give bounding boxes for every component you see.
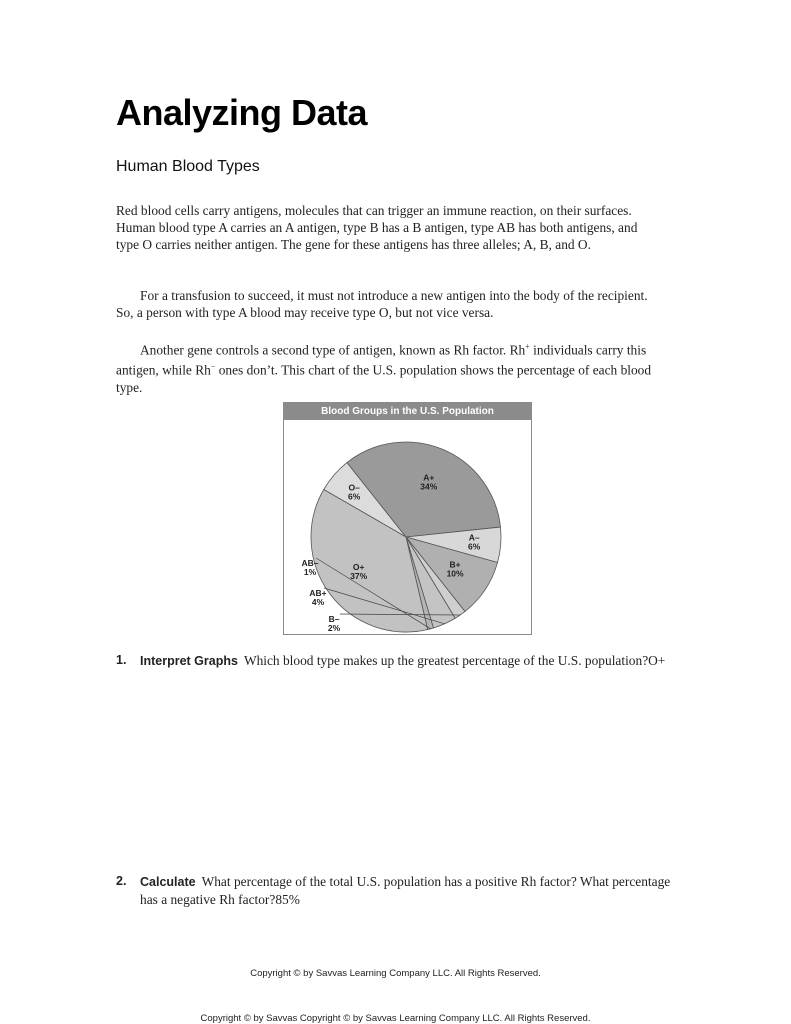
slice-value-bneg: 2% xyxy=(327,623,341,633)
section-subtitle: Human Blood Types xyxy=(116,158,260,175)
intro-paragraph: Red blood cells carry antigens, molecules that can trigger an immune reaction, on their surfaces. Human blood type A carries an A antigen, type B has a B antigen, type AB has both antigens, and type O carries neither antigen. The gene for these antigens has three alleles; A, B, and O. xyxy=(116,203,638,252)
blood-groups-chart xyxy=(283,402,532,635)
slice-value-aneg: 6% xyxy=(468,541,481,552)
chart-title: Blood Groups in the U.S. Population xyxy=(284,403,531,420)
copyright-line-1: Copyright © by Savvas Learning Company LLC. All Rights Reserved. xyxy=(250,968,541,979)
slice-value-opos: 37% xyxy=(350,571,368,582)
slice-label-abpos: AB+ xyxy=(309,588,327,598)
slice-label-apos: A+ xyxy=(423,472,435,483)
slice-label-opos: O+ xyxy=(352,562,365,573)
question-1-skill: Interpret Graphs xyxy=(140,654,238,668)
question-2-answer[interactable]: 85% xyxy=(275,892,300,907)
copyright-line-2: Copyright © by Savvas Copyright © by Savvas Learning Company LLC. All Rights Reserved. xyxy=(200,1013,591,1024)
question-2-body xyxy=(140,873,676,908)
slice-value-oneg: 6% xyxy=(348,491,361,502)
question-1-number: 1. xyxy=(116,653,127,667)
rh-text-3: ones don’t. This chart of the U.S. population shows the percentage of each blood type. xyxy=(116,362,652,395)
question-1-body xyxy=(140,652,676,670)
slice-value-bpos: 10% xyxy=(446,568,464,579)
slice-value-apos: 34% xyxy=(420,481,438,492)
rh-text-1: Another gene controls a second type of antigen, known as Rh factor. Rh xyxy=(140,342,526,358)
question-1-answer[interactable]: O+ xyxy=(648,653,666,668)
slice-value-abpos: 4% xyxy=(311,597,325,607)
question-1-text: Which blood type makes up the greatest percentage of the U.S. population? xyxy=(243,653,649,668)
rh-text-2: individuals carry this antigen, while Rh xyxy=(116,342,647,378)
rh-factor-paragraph xyxy=(116,338,661,396)
slice-label-bneg: B– xyxy=(328,614,340,624)
rh-plus-sup: + xyxy=(525,342,530,351)
slice-value-abneg: 1% xyxy=(303,567,317,577)
slice-label-aneg: A– xyxy=(468,532,480,543)
slice-label-bpos: B+ xyxy=(449,559,461,570)
question-2-skill: Calculate xyxy=(140,875,196,889)
question-2 xyxy=(116,873,676,908)
page-title: Analyzing Data xyxy=(116,92,368,133)
question-2-text: What percentage of the total U.S. population has a positive Rh factor? What percentage has a negative Rh factor? xyxy=(140,874,671,907)
question-2-number: 2. xyxy=(116,874,127,888)
slice-label-abneg: AB– xyxy=(301,558,319,568)
rh-minus-sup: − xyxy=(210,362,216,372)
transfusion-paragraph: For a transfusion to succeed, it must not introduce a new antigen into the body of the recipient. So, a person with type A blood may receive type O, but not vice versa. xyxy=(116,288,648,320)
pie-chart-svg xyxy=(284,420,531,634)
question-1 xyxy=(116,652,676,670)
slice-label-oneg: O– xyxy=(348,482,360,493)
